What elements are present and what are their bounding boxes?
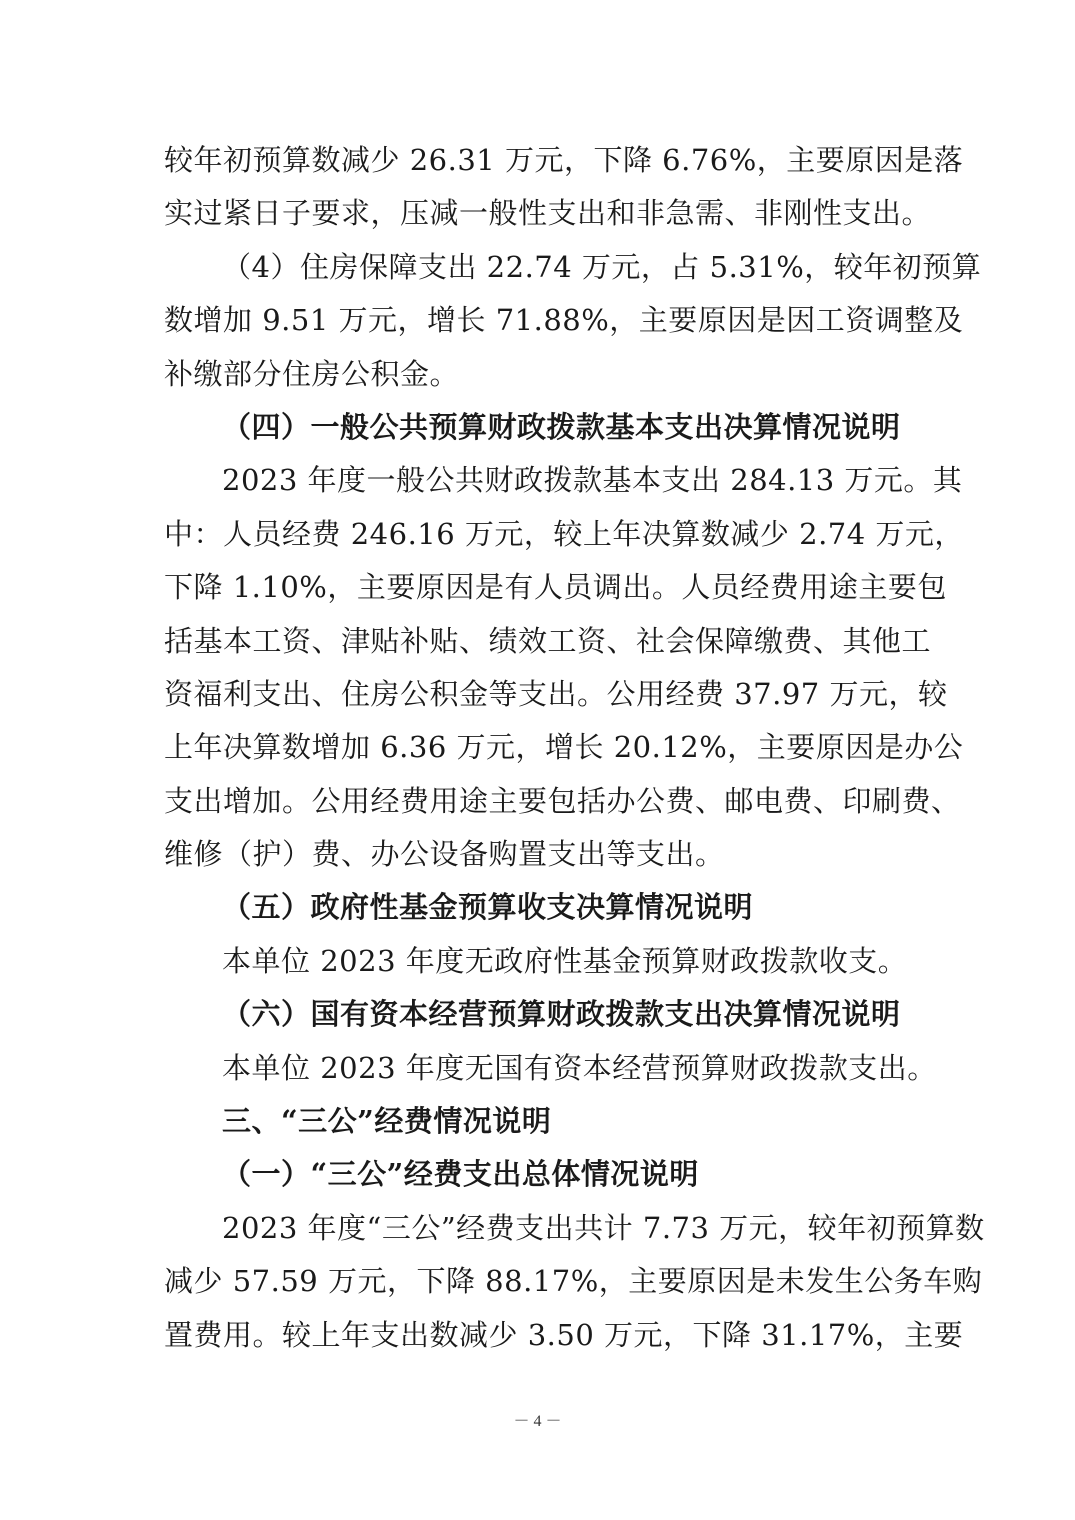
- chapter-heading-three-public: 三、“三公”经费情况说明: [222, 1104, 552, 1139]
- paragraph-line: 数增加 9.51 万元，增长 71.88%，主要原因是因工资调整及: [164, 303, 964, 338]
- paragraph-line: 中：人员经费 246.16 万元，较上年决算数减少 2.74 万元，: [164, 516, 964, 551]
- paragraph-line: 2023 年度“三公”经费支出共计 7.73 万元，较年初预算数: [222, 1210, 985, 1245]
- section-heading-three-public-overview: （一）“三公”经费支出总体情况说明: [222, 1157, 699, 1192]
- paragraph-line: 括基本工资、津贴补贴、绩效工资、社会保障缴费、其他工: [164, 623, 932, 658]
- paragraph-line: 2023 年度一般公共财政拨款基本支出 284.13 万元。其: [222, 463, 963, 498]
- paragraph-line: 上年决算数增加 6.36 万元，增长 20.12%，主要原因是办公: [164, 730, 964, 765]
- paragraph-line: 补缴部分住房公积金。: [164, 356, 460, 391]
- paragraph-line: 下降 1.10%，主要原因是有人员调出。人员经费用途主要包: [164, 570, 947, 605]
- paragraph-line: 本单位 2023 年度无国有资本经营预算财政拨款支出。: [222, 1050, 937, 1085]
- paragraph-line: 实过紧日子要求，压减一般性支出和非急需、非刚性支出。: [164, 196, 932, 231]
- paragraph-line: 本单位 2023 年度无政府性基金预算财政拨款收支。: [222, 943, 908, 978]
- document-body: [164, 134, 985, 1362]
- paragraph-line: 置费用。较上年支出数减少 3.50 万元，下降 31.17%，主要: [164, 1317, 964, 1352]
- paragraph-line: 资福利支出、住房公积金等支出。公用经费 37.97 万元，较: [164, 676, 948, 711]
- page-number: － 4 －: [513, 1413, 562, 1430]
- section-heading-state-capital: （六）国有资本经营预算财政拨款支出决算情况说明: [222, 997, 901, 1032]
- paragraph-line: 较年初预算数减少 26.31 万元，下降 6.76%，主要原因是落: [164, 143, 964, 177]
- section-heading-government-fund: （五）政府性基金预算收支决算情况说明: [222, 890, 754, 925]
- paragraph-line: 支出增加。公用经费用途主要包括办公费、邮电费、印刷费、: [164, 783, 961, 818]
- paragraph-line: （4）住房保障支出 22.74 万元，占 5.31%，较年初预算: [222, 249, 982, 284]
- section-heading-basic-expenditure: （四）一般公共预算财政拨款基本支出决算情况说明: [222, 409, 901, 444]
- paragraph-line: 减少 57.59 万元，下降 88.17%，主要原因是未发生公务车购: [164, 1264, 983, 1299]
- paragraph-line: 维修（护）费、办公设备购置支出等支出。: [164, 837, 725, 872]
